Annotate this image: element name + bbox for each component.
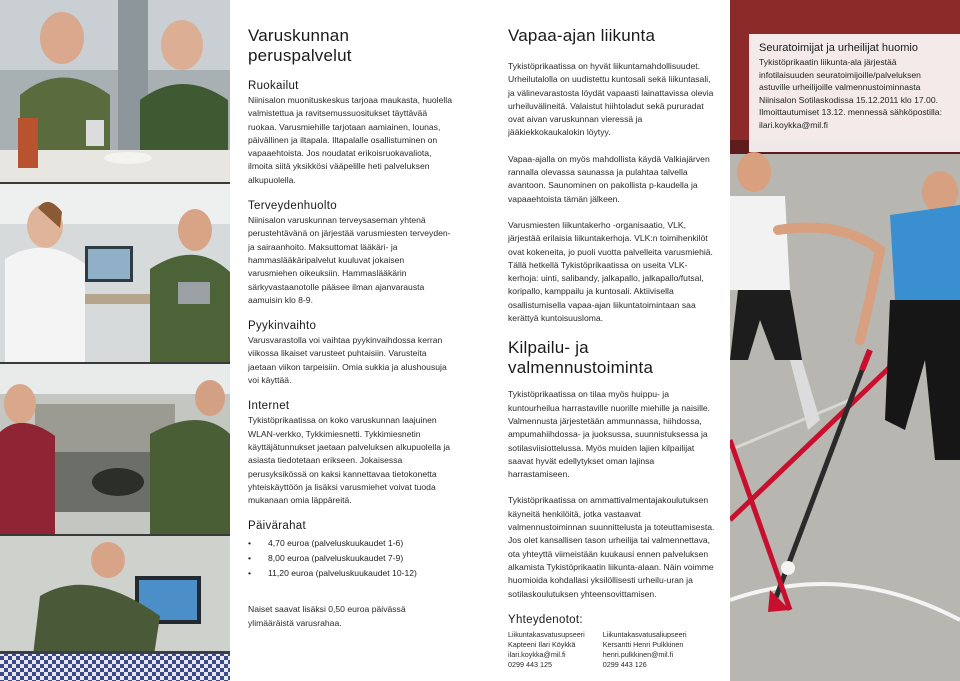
allowance-list <box>248 536 452 581</box>
allowance-note: Naiset saavat lisäksi 0,50 euroa päivässä ylimääräistä varusrahaa. <box>248 604 406 628</box>
photo-computer-room <box>0 536 230 681</box>
contact-card <box>603 630 687 671</box>
contact-phone: 0299 443 125 <box>508 660 552 670</box>
leisure-text-1: Tykistöprikaatissa on hyvät liikuntamahdollisuudet. Urheilutalolla on uudistettu kuntosali sekä liikuntasali, ja välinevarastosta löydät vapaasti lainattavissa olevia urheiluvälineitä. Valaistut hiihtoladut sekä pururadat ovat aivan varuskunnan vieressä ja jääkiekkokaukalokin löytyy. <box>508 61 714 138</box>
allowance-heading: Päivärahat <box>248 520 306 533</box>
contact-phone: 0299 443 126 <box>602 660 647 670</box>
allowance-item: • 4,70 euroa (palveluskuukaudet 1-6) <box>248 536 452 551</box>
section-internet <box>248 400 452 507</box>
column-leisure-sports <box>508 26 716 671</box>
healthcare-heading: Terveydenhuolto <box>248 200 337 213</box>
coaching-text-1: Tykistöprikaatissa on tilaa myös huippu- ja kuntourheilua harrastaville nuorille miehille ja naisille. Valmennusta järjestetään ammunnassa, hiihdossa, ampumahiihdossa- ja juoksussa, suunnistuksessa ja sotilasviisiottelussa. Myös muiden lajien kilpailijat saavat hyvät edellytykset oman lajinsa harrastamiseen. <box>508 389 711 480</box>
leisure-text-3: Varusmiesten liikuntakerho -organisaatio, VLK, järjestää erilaisia liikuntakerhoja. VLK:n toimihenkilöt ovat kokeneita, jo puoli vuotta palvelleita varusmiehiä. Tällä hetkellä Tykistöprikaatissa on useita VLK-kerhoja: uinti, salibandy, jalkapallo, jalkapallo/futsal, koripallo, kamppailu ja kuntosali. Aktiivisella osallistumisella vapaa-ajan liikuntatoimintaan saa kerättyä kuntoisuusloma. <box>508 219 713 324</box>
photo-strip <box>0 0 230 681</box>
photo-laundry-store <box>0 364 230 534</box>
services-title: Varuskunnan peruspalvelut <box>248 26 352 65</box>
section-healthcare <box>248 200 452 307</box>
laundry-heading: Pyykinvaihto <box>248 320 317 333</box>
contacts-heading: Yhteydenotot: <box>508 613 583 626</box>
contacts-list <box>508 630 716 671</box>
contact-email[interactable]: henri.pulkkinen@mil.fi <box>602 650 674 660</box>
leisure-title: Vapaa-ajan liikunta <box>508 26 656 45</box>
leisure-text-2: Vapaa-ajalla on myös mahdollista käydä Valkiajärven rannalla olevassa saunassa ja pulahtaa talvella avantoon. Saunominen on pakollista p-kaudella ja vapaaehtoista tämän jälkeen. <box>508 153 710 204</box>
internet-text: Tykistöprikaatissa on koko varuskunnan laajuinen WLAN-verkko, Tykkimiesnetti. Tykkimiesnetin käyttäjätunnukset jaetaan palveluksen alkupuolella ja asiasta tiedotetaan erikseen. Jokaisessa perusyksikössä on kaksi kannettavaa tietokonetta yhteiskäyttöön ja lisäksi varusmiehet voivat tuoda mukanaan omia läppäreitä. <box>248 415 451 506</box>
contact-email[interactable]: ilari.koykka@mil.fi <box>508 650 566 660</box>
notice-heading: Seuratoimijat ja urheilijat huomio <box>759 42 918 54</box>
coaching-text-2: Tykistöprikaatissa on ammattivalmentajakoulutuksen käyneitä henkilöitä, jotka vastaavat valmennustoiminnan suunnittelusta ja toteuttamisesta. Jos olet kansallisen tason urheilija tai valmennettava, ota yhteyttä viimeistään kuukausi ennen palveluksen alkamista Tykistöprikaatin liikunta-alaan. Näin voimme huomioida kohdallasi yksilöllisesti urheilu-uran ja sotilaskoulutuksen yhteensovittamisen. <box>508 495 715 599</box>
notice-box <box>749 34 960 152</box>
laundry-text: Varusvarastolla voi vaihtaa pyykinvaihdossa kerran viikossa likaiset varusteet puhtaisiin. Varusteita jaetaan viikon tarpeisiin. Omia sukkia ja alushousuja voi käyttää. <box>248 335 447 386</box>
section-meals <box>248 80 452 187</box>
allowance-item: • 11,20 euroa (palveluskuukaudet 10-12) <box>248 566 452 581</box>
contact-name: Kapteeni Ilari Köykkä <box>508 640 576 649</box>
contact-role: Liikuntakasvatusupseeri <box>508 629 585 639</box>
meals-text: Niinisalon muonituskeskus tarjoaa maukasta, huolella valmistettua ja ravitsemussuositukset täyttävää ruokaa. Varusmiehille tarjotaan aamiainen, lounas, päivällinen ja iltapala. Iltapalalle osallistuminen on vapaaehtoista. Jos noudatat erikoisruokavaliota, ilmoita siitä yksikkösi vääpelille heti palveluksen alkupuolella. <box>248 95 452 185</box>
column-basic-services <box>248 26 452 630</box>
contact-role: Liikuntakasvatusaliupseeri <box>602 629 687 639</box>
internet-heading: Internet <box>248 400 290 413</box>
contact-name: Kersantti Henri Pulkkinen <box>602 640 684 649</box>
healthcare-text: Niinisalon varuskunnan terveysaseman yhtenä perustehtävänä on järjestää varusmiesten terveyden- ja sairaanhoito. Maksuttomat lääkäri- ja hammaslääkäripalvelut kuuluvat jokaisen varusmiehen oikeuksiin. Hammaslääkärin särkyvastaanotolle pääsee ilman ajanvarausta aamuisin klo 8-9. <box>248 215 451 305</box>
coaching-title: Kilpailu- ja valmennustoiminta <box>508 338 654 378</box>
section-allowance <box>248 520 452 581</box>
contact-card <box>508 630 585 671</box>
meals-heading: Ruokailut <box>248 80 299 92</box>
notice-text: Tykistöprikaatin liikunta-ala järjestää infotilaisuuden seuratoimijoille/palveluksen astuville urheilijoille valmennustoiminnasta Niinisalon Sotilaskodissa 15.12.2011 klo 17.00. Ilmoittautumiset 13.12. mennessä sähköpostilla: ilari.koykka@mil.fi <box>759 57 942 130</box>
section-laundry <box>248 320 452 387</box>
allowance-item: • 8,00 euroa (palveluskuukaudet 7-9) <box>248 551 452 566</box>
photo-health-station <box>0 184 230 362</box>
photo-dining-soldiers <box>0 0 230 182</box>
